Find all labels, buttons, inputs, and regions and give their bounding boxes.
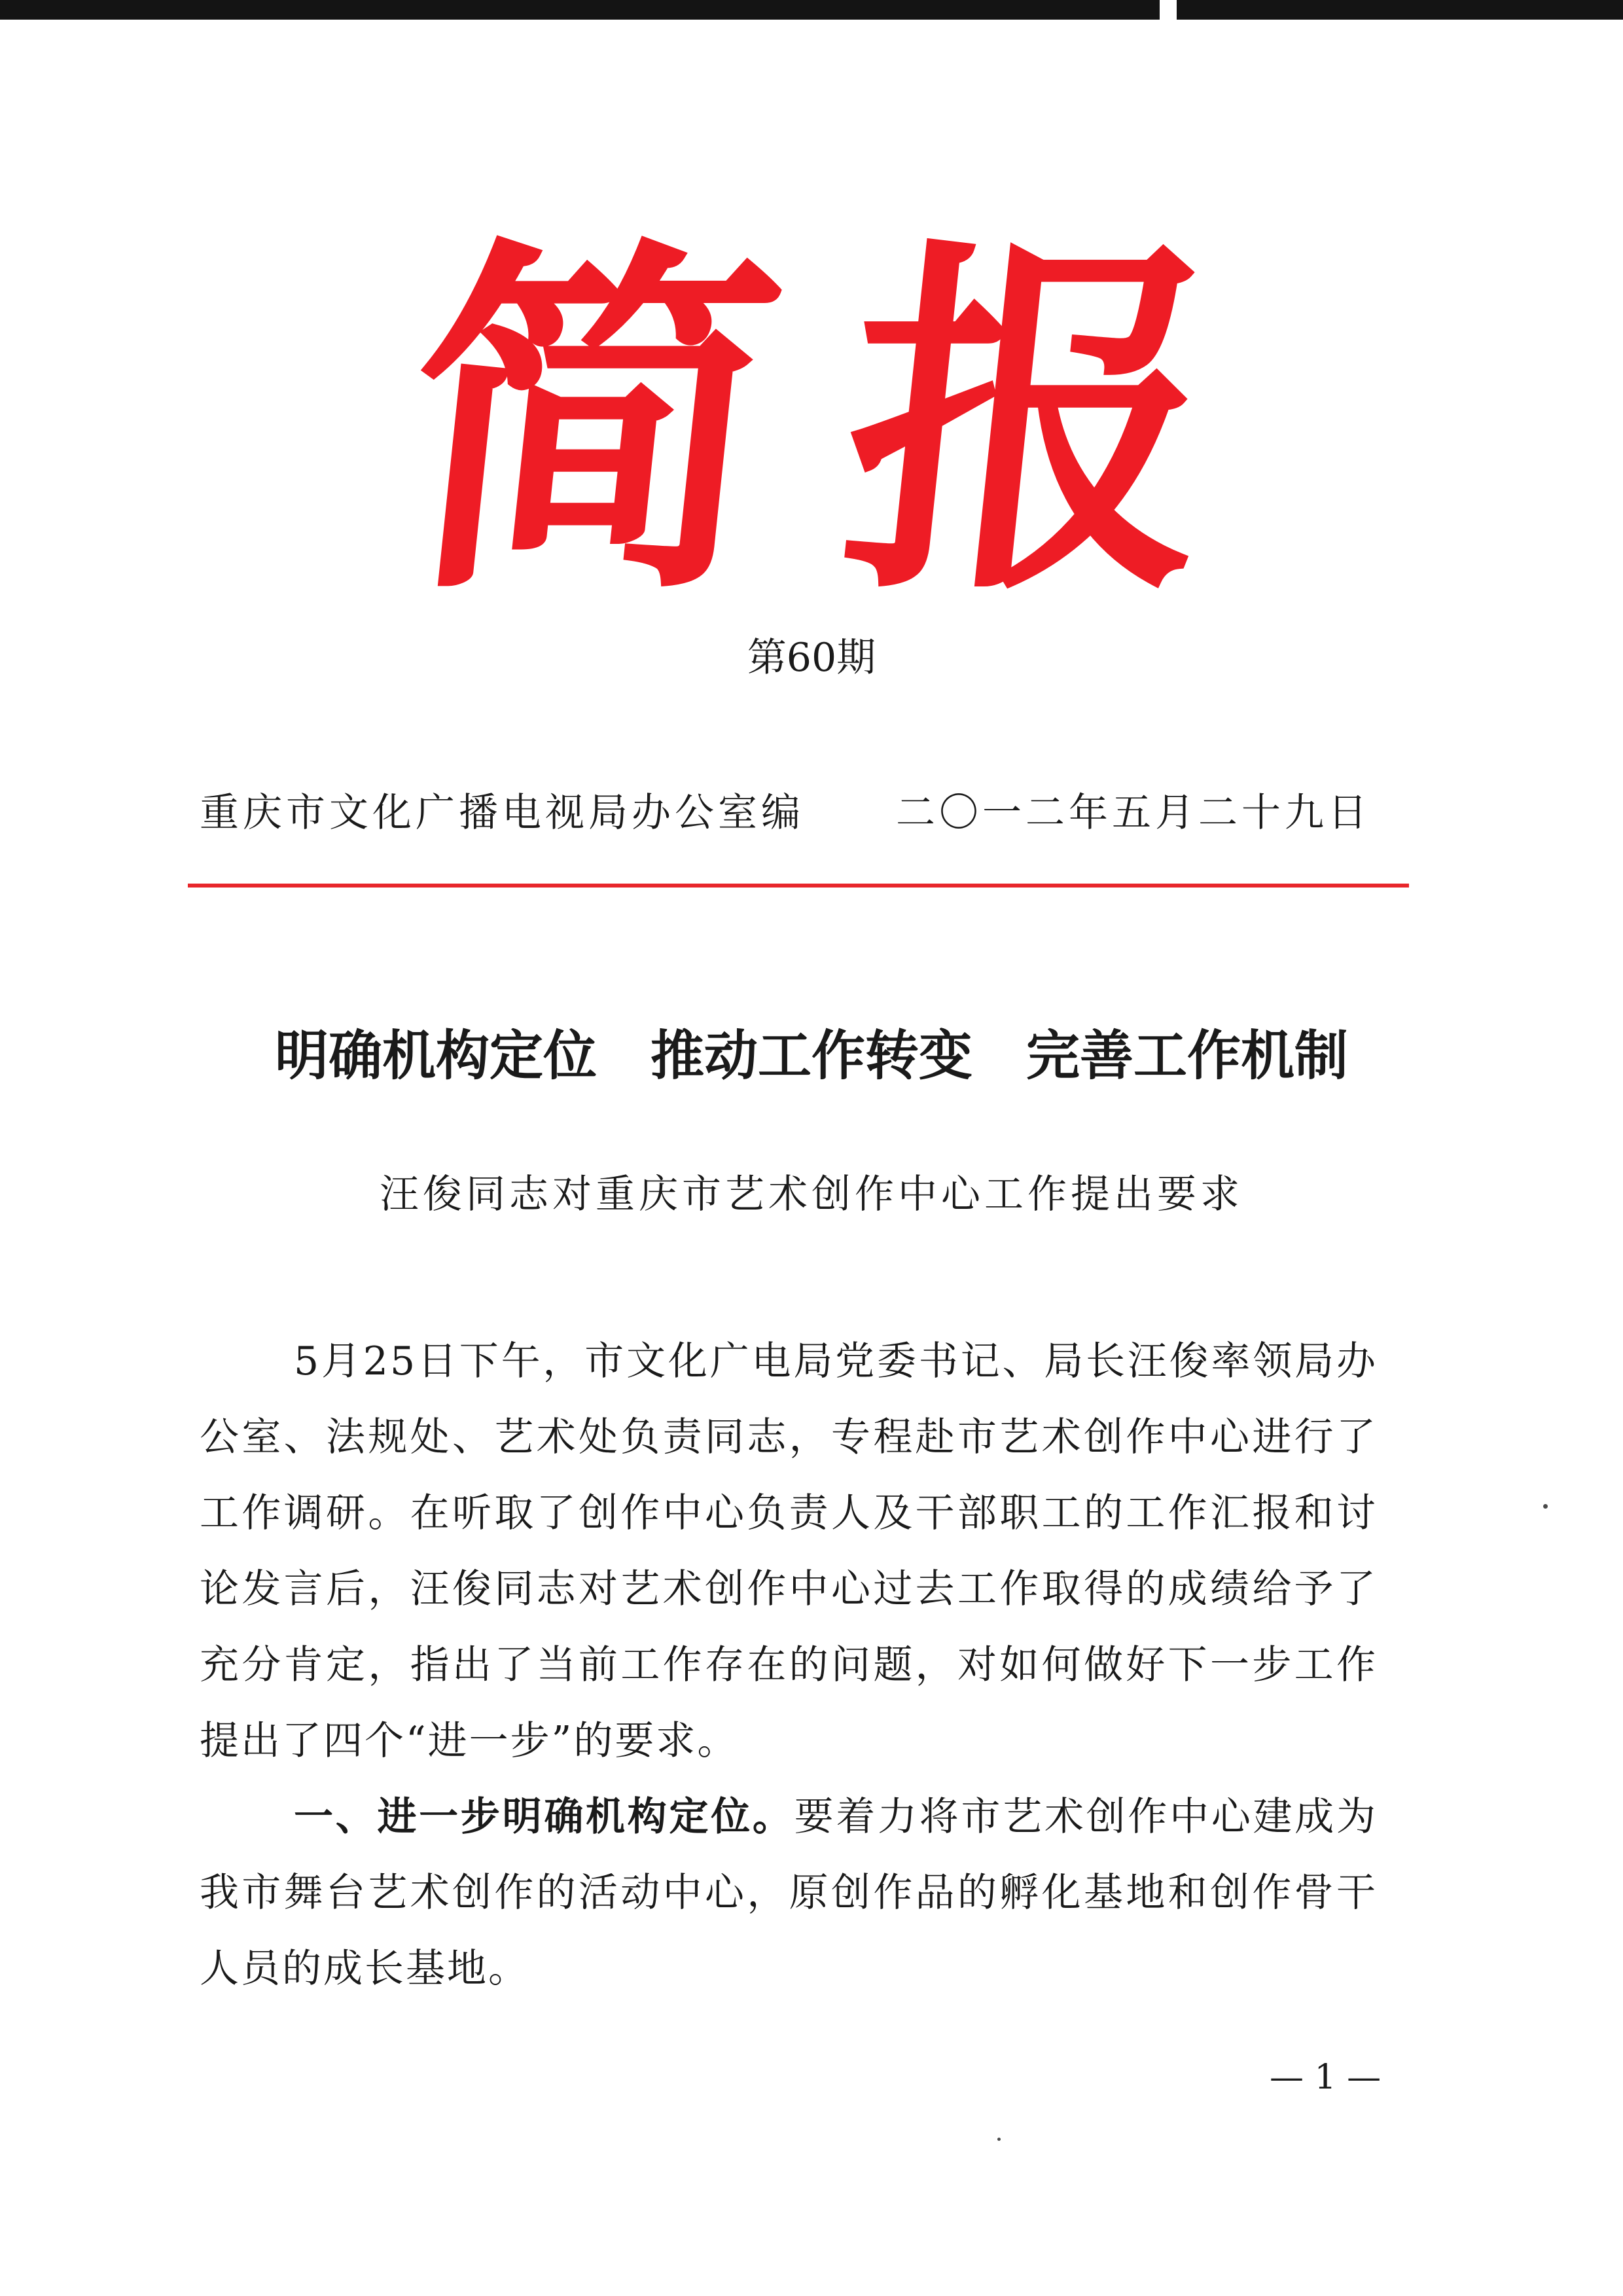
article-body <box>200 1323 1378 2007</box>
scan-edge <box>0 0 1623 20</box>
point-1-lead: 一、进一步明确机构定位。 <box>294 1794 794 1840</box>
scan-speck <box>997 2138 1001 2141</box>
article-headline: 明确机构定位 推动工作转变 完善工作机制 <box>274 1024 1348 1087</box>
article-subheadline: 汪俊同志对重庆市艺术创作中心工作提出要求 <box>380 1172 1243 1217</box>
masthead-title: 简报 <box>386 212 1309 639</box>
meta-row <box>200 790 1371 839</box>
point-1-text: 要着力将市艺术创作中心建成为我市舞台艺术创作的活动中心，原创作品的孵化基地和创作骨干人员的成长基地。 <box>200 1794 1378 1992</box>
issue-number: 第60期 <box>747 635 876 681</box>
issue-date: 二〇一二年五月二十九日 <box>896 790 1371 836</box>
paragraph-point-1 <box>200 1779 1378 2007</box>
publisher: 重庆市文化广播电视局办公室编 <box>200 790 804 836</box>
red-divider <box>188 884 1409 888</box>
scan-edge-gap <box>1160 0 1177 20</box>
page-number: — 1 — <box>1270 2058 1382 2097</box>
paragraph-intro: 5月25日下午，市文化广电局党委书记、局长汪俊率领局办公室、法规处、艺术处负责同志，专程赴市艺术创作中心进行了工作调研。在听取了创作中心负责人及干部职工的工作汇报和讨论发言后，汪俊同志对艺术创作中心过去工作取得的成绩给予了充分肯定，指出了当前工作存在的问题，对如何做好下一步工作提出了四个“进一步”的要求。 <box>200 1338 1378 1764</box>
scan-speck <box>1543 1504 1548 1509</box>
